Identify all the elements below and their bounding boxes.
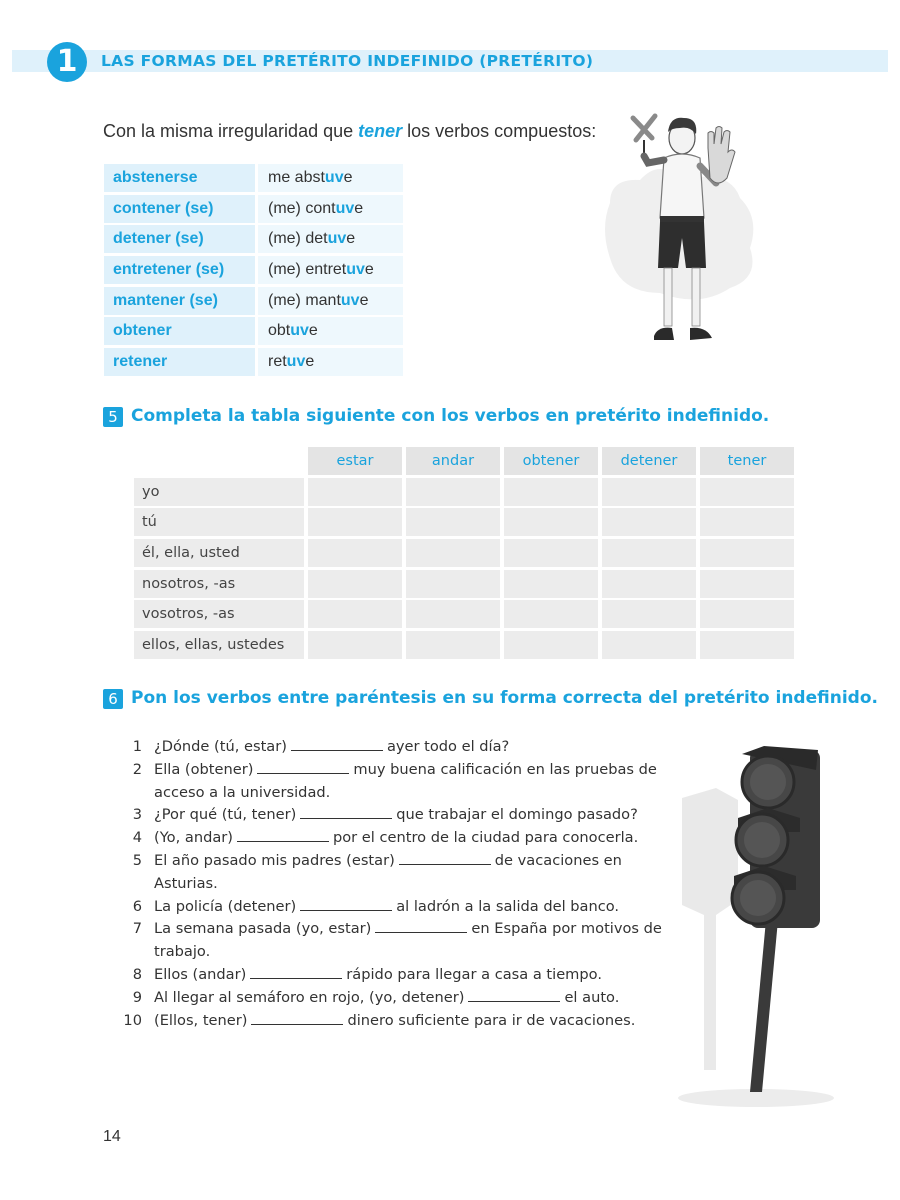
conjugation-table	[134, 447, 798, 662]
sentence-number: 6	[132, 897, 142, 915]
sentence-after: dinero suficiente para ir de vacaciones.	[347, 1011, 636, 1029]
answer-cell[interactable]	[504, 631, 598, 659]
unit-title: LAS FORMAS DEL PRETÉRITO INDEFINIDO (PRETÉRITO)	[101, 52, 594, 70]
sentence-item	[118, 827, 678, 850]
answer-cell[interactable]	[700, 570, 794, 598]
answer-cell[interactable]	[406, 600, 500, 628]
answer-cell[interactable]	[602, 539, 696, 567]
verb-preterite	[258, 256, 403, 284]
answer-cell[interactable]	[700, 600, 794, 628]
sentence-after: en España por motivos de trabajo.	[154, 920, 662, 961]
verb-infinitive: contener (se)	[104, 195, 255, 223]
sentence-text	[154, 850, 678, 896]
exercise-6-sentences	[118, 736, 678, 1032]
verb-preterite	[258, 164, 403, 192]
sentence-item	[118, 964, 678, 987]
sentence-before: Ellos (andar)	[154, 965, 247, 983]
sentence-number: 4	[132, 829, 142, 847]
answer-blank[interactable]	[399, 852, 491, 865]
answer-cell[interactable]	[700, 539, 794, 567]
answer-blank[interactable]	[237, 829, 329, 842]
sentence-after: rápido para llegar a casa a tiempo.	[346, 965, 602, 983]
exercise-5-title: Completa la tabla siguiente con los verbos en pretérito indefinido.	[131, 406, 770, 426]
sentence-item	[118, 736, 678, 759]
answer-cell[interactable]	[308, 508, 402, 536]
sentence-after: que trabajar el domingo pasado?	[396, 806, 638, 824]
pronoun-label: yo	[134, 478, 304, 506]
preterite-irregular: uv	[335, 199, 355, 217]
sentence-text	[154, 827, 678, 850]
sentence-after: ayer todo el día?	[386, 738, 510, 755]
sentence-after: de vacaciones en Asturias.	[154, 851, 622, 892]
answer-cell[interactable]	[406, 539, 500, 567]
preterite-ending: e	[354, 199, 364, 217]
column-header: estar	[308, 447, 402, 475]
exercise-5-badge: 5	[103, 407, 123, 427]
sentence-before: La semana pasada (yo, estar)	[154, 920, 372, 938]
answer-cell[interactable]	[308, 539, 402, 567]
sentence-number: 2	[132, 760, 142, 778]
column-header: andar	[406, 447, 500, 475]
sentence-before: (Ellos, tener)	[154, 1011, 248, 1029]
verb-preterite	[258, 225, 403, 253]
sentence-item	[118, 1010, 678, 1033]
verb-row	[104, 195, 403, 223]
answer-cell[interactable]	[504, 508, 598, 536]
preterite-irregular: uv	[340, 291, 360, 309]
sentence-before: Al llegar al semáforo en rojo, (yo, detener)	[154, 988, 465, 1006]
verb-row	[104, 348, 403, 376]
answer-cell[interactable]	[602, 570, 696, 598]
verb-infinitive: detener (se)	[104, 225, 255, 253]
sentence-item	[118, 850, 678, 896]
preterite-stem: (me) det	[268, 230, 328, 248]
sentence-text	[154, 1010, 678, 1033]
traffic-light-illustration	[676, 740, 836, 1110]
sentence-item	[118, 987, 678, 1010]
sentence-item	[118, 804, 678, 827]
answer-cell[interactable]	[700, 631, 794, 659]
preterite-stem: obt	[268, 322, 291, 340]
sentence-after: el auto.	[564, 988, 620, 1006]
sentence-number: 7	[132, 920, 142, 938]
answer-cell[interactable]	[308, 600, 402, 628]
pronoun-label: ellos, ellas, ustedes	[134, 631, 304, 659]
verb-row	[104, 256, 403, 284]
answer-blank[interactable]	[300, 898, 392, 911]
compound-verbs-table	[104, 164, 403, 379]
sentence-after: muy buena calificación en las pruebas de acceso a la universidad.	[154, 760, 657, 801]
verb-preterite	[258, 195, 403, 223]
pronoun-label: nosotros, -as	[134, 570, 304, 598]
sentence-number: 8	[132, 965, 142, 983]
pronoun-label: tú	[134, 508, 304, 536]
preterite-stem: (me) mant	[268, 291, 341, 309]
answer-cell[interactable]	[700, 508, 794, 536]
answer-blank[interactable]	[251, 1012, 343, 1025]
exercise-6-title: Pon los verbos entre paréntesis en su forma correcta del pretérito indefinido.	[131, 688, 878, 708]
sentence-text	[154, 896, 678, 919]
verb-row	[104, 225, 403, 253]
pronoun-label: vosotros, -as	[134, 600, 304, 628]
conjugation-header-row	[134, 447, 798, 475]
answer-blank[interactable]	[291, 738, 383, 751]
preterite-ending: e	[359, 291, 369, 309]
verb-infinitive: retener	[104, 348, 255, 376]
verb-infinitive: entretener (se)	[104, 256, 255, 284]
preterite-stem: ret	[268, 353, 287, 371]
preterite-irregular: uv	[290, 322, 309, 340]
sentence-text	[154, 918, 678, 964]
answer-cell[interactable]	[602, 478, 696, 506]
sentence-after: por el centro de la ciudad para conocerla.	[332, 829, 639, 847]
sentence-item	[118, 918, 678, 964]
answer-cell[interactable]	[602, 600, 696, 628]
sentence-after: al ladrón a la salida del banco.	[396, 897, 620, 915]
sentence-text	[154, 987, 678, 1010]
preterite-stem: (me) entret	[268, 261, 347, 279]
page-number: 14	[103, 1128, 121, 1145]
sentence-item	[118, 896, 678, 919]
sentence-text	[154, 964, 678, 987]
sentence-number: 10	[123, 1011, 142, 1029]
intro-before: Con la misma irregularidad que	[103, 121, 359, 141]
sentence-before: ¿Por qué (tú, tener)	[154, 806, 297, 824]
preterite-ending: e	[364, 261, 374, 279]
answer-cell[interactable]	[504, 539, 598, 567]
answer-cell[interactable]	[308, 478, 402, 506]
sentence-text	[154, 736, 678, 759]
sentence-number: 1	[132, 738, 142, 755]
answer-cell[interactable]	[308, 570, 402, 598]
verb-row	[104, 287, 403, 315]
answer-cell[interactable]	[504, 570, 598, 598]
verb-preterite	[258, 348, 403, 376]
sentence-item	[118, 759, 678, 805]
answer-blank[interactable]	[468, 989, 560, 1002]
conjugation-row	[134, 570, 798, 598]
answer-cell[interactable]	[504, 478, 598, 506]
answer-blank[interactable]	[375, 920, 467, 933]
sentence-number: 5	[132, 851, 142, 869]
answer-cell[interactable]	[406, 570, 500, 598]
intro-text	[103, 121, 596, 142]
answer-blank[interactable]	[257, 761, 349, 774]
verb-infinitive: obtener	[104, 317, 255, 345]
sentence-before: (Yo, andar)	[154, 829, 233, 847]
intro-after: los verbos compuestos:	[402, 121, 597, 141]
preterite-irregular: uv	[286, 353, 306, 371]
answer-cell[interactable]	[406, 508, 500, 536]
verb-infinitive: mantener (se)	[104, 287, 255, 315]
preterite-irregular: uv	[327, 230, 347, 248]
answer-cell[interactable]	[700, 478, 794, 506]
sentence-number: 3	[132, 806, 142, 824]
sentence-number: 9	[132, 988, 142, 1006]
exercise-6-badge: 6	[103, 689, 123, 709]
pronoun-label: él, ella, usted	[134, 539, 304, 567]
verb-row	[104, 317, 403, 345]
preterite-ending: e	[346, 230, 356, 248]
preterite-stem: me abst	[268, 169, 325, 186]
sentence-before: ¿Dónde (tú, estar)	[154, 738, 287, 755]
answer-cell[interactable]	[406, 631, 500, 659]
conjugation-row	[134, 508, 798, 536]
preterite-ending: e	[308, 322, 318, 340]
preterite-ending: e	[343, 169, 353, 186]
conjugation-row	[134, 539, 798, 567]
preterite-irregular: uv	[346, 261, 365, 279]
answer-blank[interactable]	[250, 966, 342, 979]
column-header: tener	[700, 447, 794, 475]
verb-preterite	[258, 287, 403, 315]
answer-blank[interactable]	[300, 806, 392, 819]
preterite-stem: (me) cont	[268, 199, 336, 217]
sentence-before: Ella (obtener)	[154, 760, 254, 778]
answer-cell[interactable]	[602, 631, 696, 659]
conjugation-row	[134, 600, 798, 628]
unit-number-badge: 1	[47, 42, 87, 82]
answer-cell[interactable]	[308, 631, 402, 659]
answer-cell[interactable]	[504, 600, 598, 628]
verb-preterite	[258, 317, 403, 345]
sentence-before: La policía (detener)	[154, 897, 297, 915]
column-header: obtener	[504, 447, 598, 475]
conjugation-row	[134, 631, 798, 659]
column-header: detener	[602, 447, 696, 475]
sentence-text	[154, 804, 678, 827]
conjugation-row	[134, 478, 798, 506]
intro-highlight: tener	[358, 121, 403, 141]
header-corner	[134, 447, 304, 475]
preterite-irregular: uv	[324, 169, 344, 186]
boy-stop-gesture-illustration	[600, 108, 760, 358]
answer-cell[interactable]	[602, 508, 696, 536]
verb-row	[104, 164, 403, 192]
verb-infinitive: abstenerse	[104, 164, 255, 192]
preterite-ending: e	[305, 353, 315, 371]
sentence-text	[154, 759, 678, 805]
sentence-before: El año pasado mis padres (estar)	[154, 851, 395, 869]
answer-cell[interactable]	[406, 478, 500, 506]
